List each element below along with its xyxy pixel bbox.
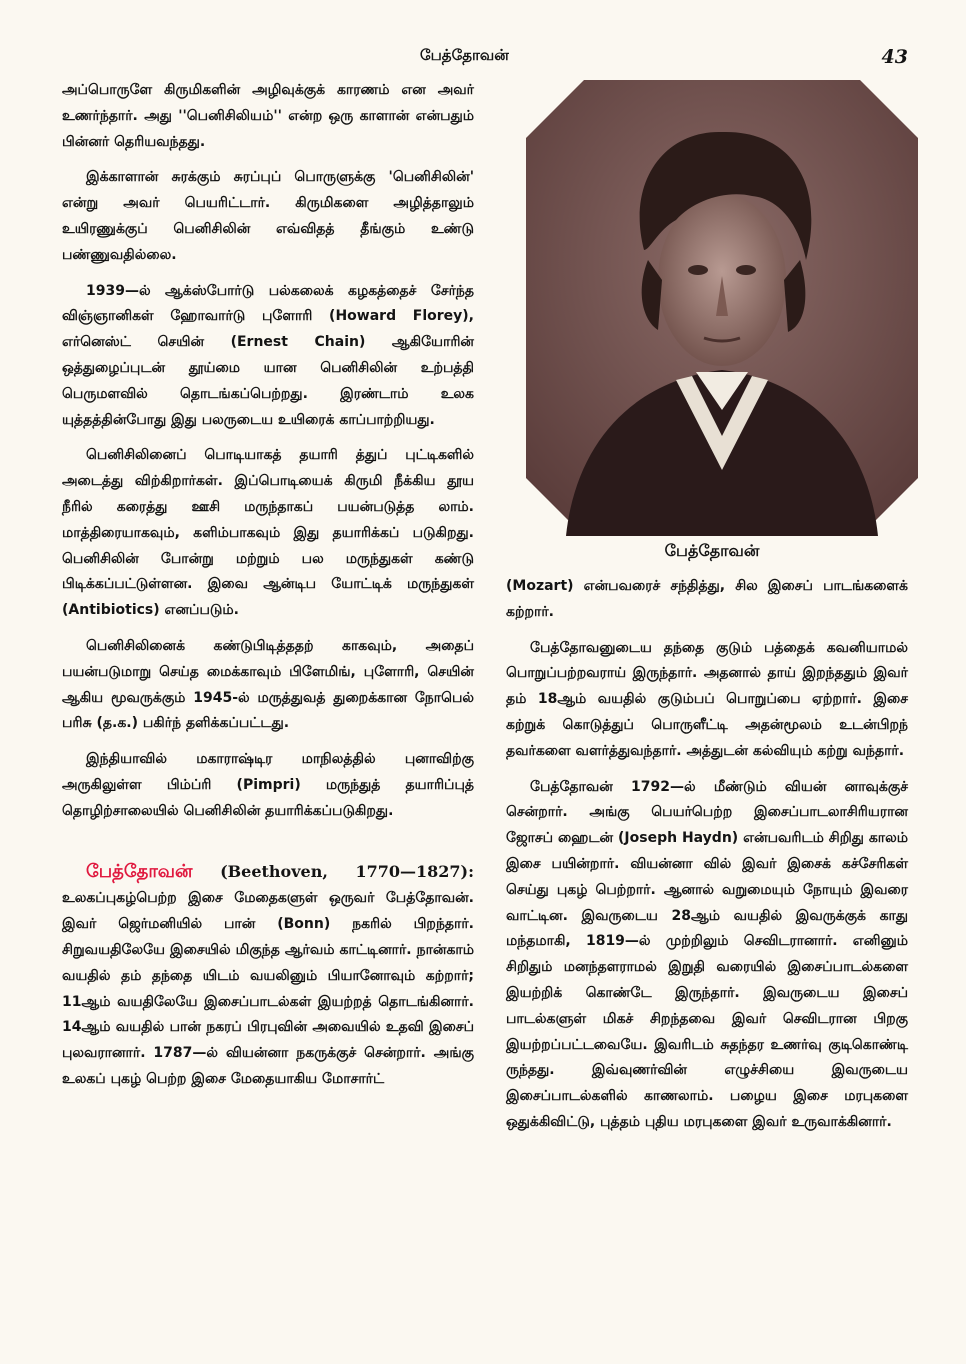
entry-term: பேத்தோவன் <box>86 860 193 882</box>
paragraph: பேத்தோவன் 1792—ல் மீண்டும் வியன் னாவுக்குச் சென்றார். அங்கு பெயர்பெற்ற இசைப்பாடலாசிரியரான ஜோசப் ஹைடன் (Joseph Haydn) என்பவரிடம் சிறிது காலம் இசை பயின்றார். வியன்னா வில் இவர் இசைக் கச்சேரிகள் செய்து புகழ் பெற்றார். ஆனால் வறுமையும் நோயும் இவரை வாட்டின. இவருடைய 28ஆம் வயதில் இவருக்குக் காது மந்தமாகி, 1819—ல் முற்றிலும் செவிடரானார். எனினும் சிறிதும் மனந்தளராமல் இறுதி வரையில் இசைப்பாடல்களை இயற்றிக் கொண்டே இருந்தார். இவருடைய இசைப் பாடல்களுள் மிகச் சிறந்தவை இவர் செவிடரான பிறகு இயற்றப்பட்டவையே. இவரிடம் சுதந்தர உணர்வு குடிகொண்டி ருந்தது. இவ்வுணர்வின் எழுச்சியை இவருடைய இசைப்பாடல்களில் காணலாம். பழைய இசை மரபுகளை ஒதுக்கிவிட்டு, புத்தம் புதிய மரபுகளை இவர் உருவாக்கினார். <box>506 778 908 1130</box>
right-column <box>506 574 908 1146</box>
paragraph: பெனிசிலினைப் பொடியாகத் தயாரி த்துப் புட்டிகளில் அடைத்து விற்கிறார்கள். இப்பொடியைக் கிருமி நீக்கிய தூய நீரில் கரைத்து ஊசி மருந்தாகப் பயன்படுத்த லாம். மாத்திரையாகவும், களிம்பாகவும் இது தயாரிக்கப் படுகிறது. பெனிசிலின் போன்று மற்றும் பல மருந்துகள் கண்டு பிடிக்கப்பட்டுள்ளன. இவை ஆன்டிப யோட்டிக் மருந்துகள் (Antibiotics) எனப்படும். <box>62 447 474 619</box>
left-column <box>62 78 474 1103</box>
running-head: பேத்தோவன் <box>420 46 509 64</box>
entry-dates: (Beethoven, 1770—1827): <box>192 861 474 881</box>
paragraph: 1939—ல் ஆக்ஸ்போர்டு பல்கலைக் கழகத்தைச் சேர்ந்த விஞ்ஞானிகள் ஹோவார்டு புளோரி (Howard Florey), எர்னெஸ்ட் செயின் (Ernest Chain) ஆகியோரின் ஒத்துழைப்புடன் தூய்மை யான பெனிசிலின் உற்பத்தி பெருமளவில் தொடங்கப்பெற்றது. இரண்டாம் உலக யுத்தத்தின்போது இது பலருடைய உயிரைக் காப்பாற்றியது. <box>62 282 474 428</box>
paragraph: பேத்தோவனுடைய தந்தை குடும் பத்தைக் கவனியாமல் பொறுப்பற்றவராய் இருந்தார். அதனால் தாய் இறந்ததும் இவர் தம் 18ஆம் வயதில் குடும்பப் பொறுப்பை ஏற்றார். இசை கற்றுக் கொடுத்துப் பொருளீட்டி அதன்மூலம் உடன்பிறந் தவர்களை வளர்த்துவந்தார். அத்துடன் கல்வியும் கற்று வந்தார். <box>506 639 908 759</box>
page-number: 43 <box>881 46 908 68</box>
paragraph: பெனிசிலினைக் கண்டுபிடித்ததற் காகவும், அதைப் பயன்படுமாறு செய்த மைக்காவும் பிளேமிங், புளோரி, செயின் ஆகிய மூவருக்கும் 1945-ல் மருத்துவத் துறைக்கான நோபெல் பரிசு (த.க.) பகிர்ந் தளிக்கப்பட்டது. <box>62 637 474 732</box>
paragraph: அப்பொருளே கிருமிகளின் அழிவுக்குக் காரணம் என அவர் உணர்ந்தார். அது ''பெனிசிலியம்'' என்ற ஒரு காளான் என்பதும் பின்னர் தெரியவந்தது. <box>62 82 474 150</box>
beethoven-portrait <box>526 80 918 536</box>
portrait-caption: பேத்தோவன் <box>664 541 760 560</box>
paragraph: இக்காளான் சுரக்கும் சுரப்புப் பொருளுக்கு 'பெனிசிலின்' என்று அவர் பெயரிட்டார். கிருமிகளை அழித்தாலும் உயிரணுக்குப் பெனிசிலின் எவ்விதத் தீங்கும் உண்டு பண்ணுவதில்லை. <box>62 169 474 263</box>
paragraph: (Mozart) என்பவரைச் சந்தித்து, சில இசைப் பாடங்களைக் கற்றார். <box>506 578 908 620</box>
paragraph: இந்தியாவில் மகாராஷ்டிர மாநிலத்தில் புனாவிற்கு அருகிலுள்ள பிம்ப்ரி (Pimpri) மருந்துத் தயாரிப்புத் தொழிற்சாலையில் பெனிசிலின் தயாரிக்கப்படுகிறது. <box>62 751 474 819</box>
entry-beethoven <box>62 859 474 1093</box>
portrait-image <box>526 80 918 536</box>
entry-text: உலகப்புகழ்பெற்ற இசை மேதைகளுள் ஒருவர் பேத்தோவன். இவர் ஜெர்மனியில் பான் (Bonn) நகரில் பிறந்தார். சிறுவயதிலேயே இசையில் மிகுந்த ஆர்வம் காட்டினார். நான்காம் வயதில் தம் தந்தை யிடம் வயலினும் பியானோவும் கற்றார்; 11ஆம் வயதிலேயே இசைப்பாடல்கள் இயற்றத் தொடங்கினார். 14ஆம் வயதில் பான் நகரப் பிரபுவின் அவையில் உதவி இசைப் புலவரானார். 1787—ல் வியன்னா நகருக்குச் சென்றார். அங்கு உலகப் புகழ் பெற்ற இசை மேதையாகிய மோசார்ட் <box>62 890 474 1087</box>
page-header <box>0 46 966 76</box>
